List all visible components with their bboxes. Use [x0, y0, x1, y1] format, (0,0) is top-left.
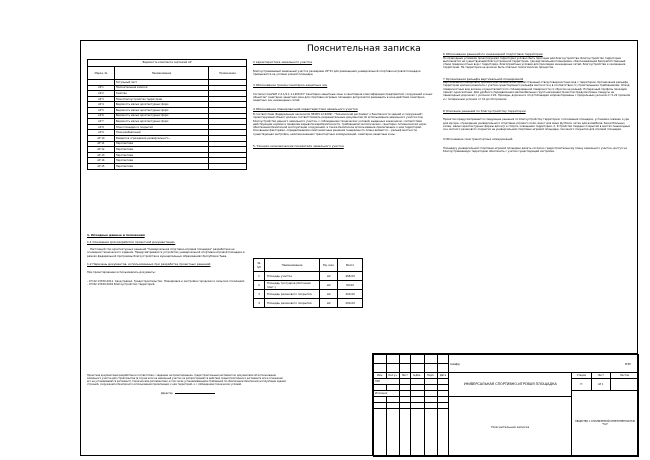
sheet-name: План площадок и покрытий	[114, 124, 208, 130]
compliance-footer	[87, 374, 287, 395]
section-2-text: Благоустраиваемый земельный участок размерами 20*23 для размещения универсальной спортивно-игровой площадки примыкается на условно ровной площадке.	[253, 69, 421, 76]
sheets-table	[87, 66, 247, 170]
tech-total: 60,00	[338, 281, 363, 290]
stage-sheet-header: Лист	[591, 373, 610, 379]
drawing-frame	[80, 40, 638, 456]
sheet-name: Ведомость малых архитектурных форм	[114, 119, 208, 125]
section-1-1-text: Настоящий том архитектурных решений "Универсальная спортивно-игровая площадка" разработана на основании технического задания. Предусматривается устройство универсальной спортивно-игровой площадки в рамках федеральной программы благоустройства в муниципальных образованиях Республики Тыва.	[87, 248, 245, 258]
section-6-text: По природным условиям проектируемая территория условно быть пригодна для благоустройства. Благоустройство территории выполняется на существующей благоустроенной территории, где вертикальная планировка, обеспечивающая беспрепятственный отвод поверхностных вод с территории, благоприятные условия для прокладки инженерных сетей, благоустройства и озеленения территории. На территории не должно быть опасных геологических процессов.	[443, 56, 626, 70]
sheet-name: Генплан	[114, 91, 208, 97]
stage-value: П	[572, 379, 591, 391]
stamp-col-sheet: Лист	[399, 373, 410, 379]
sheet-mark: АР 3	[88, 96, 115, 102]
director-label: Директор	[161, 392, 173, 395]
section-9-heading: 9 Обоснование схем транспортных коммуникаций.	[443, 137, 514, 141]
section-3-text: Согласно СанПиН 2.2.1/2.1.1.1200-03" Санитарно-защитные зоны и санитарная классификация предприятий, сооружений и иных объектов" санитарно-защитная зона для спортивно-игровых площадок допускается размещать в зоне действия санитарно-защитных зон инженерных сетей.	[253, 92, 433, 103]
sheet-mark: АР 1	[88, 85, 115, 91]
section-4-heading: 4 Обоснование планировочной характеристики земельного участка	[253, 107, 358, 112]
stage-sheets-value	[610, 379, 638, 391]
sheet-mark: АР 9	[88, 130, 115, 136]
sheets-header-note: Примечание	[209, 67, 247, 80]
tech-name: Площадь резинового покрытия	[264, 290, 319, 299]
section-2-heading: 2 характеристика земельного участка	[253, 60, 313, 64]
section-4-text: В соответствии Федеральным законом № 384ФЗ 12.2009г. "Технический регламент о безопасности зданий и сооружений", проектируемый объект должен соответствовать разрешительным документам об использовании земельного участка под благоустройство данного земельного участка, с соблюдением технических условий, выданных заказчиком, соответствия действующим нормам и правилам взрывопожаробезопасности, требованиям экологических, санитарно-гигиенических норм, обеспечения безопасной эксплуатации сооружений, а также безопасное использование прилегающих к ним территорий. Основными факторами, определяющими компоновочные решения генерального плана являются: - рельеф местности, существующая застройка, наличие внешних транспортных коммуникаций, санитарно-защитные зоны.	[253, 112, 427, 136]
tech-unit: м2	[320, 299, 338, 308]
title-block	[372, 353, 638, 456]
tech-total: 200,00	[338, 299, 363, 308]
sheet-name: Развертка ограждения универсального...	[114, 135, 208, 141]
sheets-header-mark: Марка, №	[88, 67, 115, 80]
sheet-name: Пояснительная записка	[114, 85, 208, 91]
tech-row	[254, 290, 363, 299]
sheet-name: Перспектива	[114, 158, 208, 164]
sheet-name: Перспектива	[114, 152, 208, 158]
tech-header-total: Всего	[338, 259, 363, 272]
column-1-text	[87, 234, 247, 286]
sheet-mark: АР 7	[88, 119, 115, 125]
code-value: ПЗУ	[624, 361, 631, 366]
sheets-list	[87, 59, 247, 170]
sheet-mark: АР 15	[88, 163, 115, 169]
executor-label: Исполнил	[374, 391, 400, 397]
compliance-text: Проектная документация разработана в соответствии с заданием на проектирование, градостроительным регламентом, документами об использовании земельного участка для строительства (в случае если на земельный участок не распространяется действие градостроительного регламента или в отношении его не устанавливается регламент), техническими регламентами, в том числе устанавливающими требования по обеспечению безопасной эксплуатации зданий, строений, сооружений и безопасного использования прилегающих к ним территорий, и с соблюдением технических условий.	[87, 374, 287, 386]
sheet-mark: АР 8	[88, 124, 115, 130]
sheet-mark: АР 11	[88, 141, 115, 147]
sheet-name: Ведомость малых архитектурных форм	[114, 113, 208, 119]
sheet-mark: АР 2	[88, 91, 115, 97]
sheet-name: Ведомость малых архитектурных форм	[114, 107, 208, 113]
section-6-heading: 6 Обоснование решений по инженерной подготовке территории	[443, 52, 543, 56]
tech-num: 4	[254, 299, 265, 308]
tech-indicators-table	[253, 258, 363, 308]
tech-name: Площадь участка	[264, 272, 319, 281]
tech-name: Площадь резинового покрытия	[264, 299, 319, 308]
section-8-heading: 8 Описание решений по благоустройству территории	[443, 108, 526, 113]
column-3-text	[443, 53, 631, 154]
tech-unit: м2	[320, 281, 338, 290]
section-1-2-heading: 1.2 Перечень документов, использованных при разработке проектных решений	[87, 261, 211, 266]
sheet-mark: АР 4	[88, 102, 115, 108]
stage-header: Стадия	[572, 373, 591, 379]
gip-label: ГИП	[374, 379, 400, 385]
sheet-name: Перспектива	[114, 141, 208, 147]
stage-sheets-header: Листов	[610, 373, 638, 379]
stamp-col-qty: Кол.уч.	[388, 374, 398, 377]
section-7-heading: 7 Организация рельефа вертикальной планировкой	[443, 76, 524, 81]
code-cell	[449, 355, 639, 373]
stamp-col-doc: №Док.	[410, 373, 424, 379]
sheet-name: План благоустройства территории	[114, 96, 208, 102]
document-title: Пояснительная записка	[307, 44, 421, 54]
tech-total: 468,00	[338, 272, 363, 281]
object-title: УНИВЕРСАЛЬНАЯ СПОРТИВНО-ИГРОВАЯ ПЛОЩАДКА	[449, 373, 572, 397]
sheet-mark: АР 12	[88, 147, 115, 153]
tech-row	[254, 281, 363, 290]
tech-header-num: № п/п	[254, 259, 265, 272]
sheets-header-name: Наименование	[114, 67, 208, 80]
tech-num: 2	[254, 281, 265, 290]
sheet-name: Перспектива	[114, 163, 208, 169]
section-5-heading: 5. Технико-экономические показатели земельного участка	[253, 144, 344, 149]
section-3-heading: 3 Обоснование границ санитарно-защитных зон	[253, 83, 328, 88]
stamp-col-sign: Подп.	[424, 373, 437, 379]
sheet-note	[209, 163, 247, 169]
sheet-mark: АР 10	[88, 135, 115, 141]
stamp-col-rev: Изм.	[374, 373, 387, 379]
tech-unit: м2	[320, 272, 338, 281]
tech-name: Площадь тротуаров (бетонная плит.)	[264, 281, 319, 290]
sheets-caption: Ведомость комплекта чертежей АР	[87, 59, 247, 66]
sheet-mark: АР 5	[88, 107, 115, 113]
signature-line	[175, 393, 215, 394]
stamp-col-date: Дата	[437, 373, 449, 379]
sheet-name: Перспектива	[114, 147, 208, 153]
stage-sheet-value: АР 1	[591, 379, 610, 391]
tech-header-name: Наименование	[264, 259, 319, 272]
tech-header-unit: Ед. изм.	[320, 259, 338, 272]
tech-unit: м2	[320, 290, 338, 299]
section-9-text: Площадку универсальной спортивно-игровой площадки делать согласно градостроительному плану земельного участка, доступ на благоустраиваемую территорию обеспечить с учетом существующей застройки.	[443, 146, 627, 154]
sheet-mark: АР 14	[88, 158, 115, 164]
tech-num: 1	[254, 272, 265, 281]
sheet-mark: АР 13	[88, 152, 115, 158]
tech-num: 3	[254, 290, 265, 299]
section-1-heading: 1. Исходные данные и положения	[87, 233, 145, 237]
section-8-text: Проектом предусматривается следующие решения по благоустройству территории: 1.Основание площадок, установка скамеек и урн для мусора, ограждение универсального спортивно-игрового поля, ворот для мини футбола, сетки для волейбола, баскетбольных колец, малых архитектурных формы для игр и спорта, освещение территории. 2. Устройство твердых покрытий в местах пешеходных зон, мягкого резинового покрытия на универсальной спортивно-игровой площадке, песчаного покрытия для игровой площадки.	[443, 118, 631, 132]
sheet-mark: АР 6	[88, 113, 115, 119]
sheet-name: Титульный лист	[114, 80, 208, 86]
tech-total: 200,00	[338, 290, 363, 299]
director-signature-line	[161, 392, 287, 395]
section-1-2-text: При проектировании использовались документы:	[87, 271, 156, 275]
code-label: Шифр	[450, 361, 461, 366]
sheet-title: Пояснительная записка	[449, 397, 572, 457]
tech-row	[254, 272, 363, 281]
section-7-text: Вертикальная планировка, должна обеспечивать беспрепятственный отвод поверхностных вод с территории. Организация рельефа территории должна решаться с учетом существующего рельефа местности и в соответствии со строительными требованиями. Отвод поверхностных вод должен осуществляется по спланированной поверхности со сбросом на рельеф. Поперечный профиль проездов принят односкатным. Для удобного передвижения маломобильных групп населения проектом предусмотрены пандусы на пешеходных дорожках с уклоном 1:20. Проезды, дорожки и спортплощадки запроектированы с продольным уклоном от 5-22 промили и с поперечным уклоном от 10 до 20 промили.	[443, 81, 631, 101]
tech-row	[254, 299, 363, 308]
sheet-name: Ведомость малых архитектурных форм	[114, 102, 208, 108]
column-2-text	[253, 61, 433, 149]
section-1-2-list-item: - СП 42.13330.2011. Свод правил. Градостроительство. Планировка и застройка городских и сельских поселений;	[87, 279, 245, 283]
sheet-name: План разбивочный	[114, 130, 208, 136]
sheet-row	[88, 163, 247, 169]
section-1-1-heading: 1.1 Основания для разработки проектной документации.	[87, 239, 176, 244]
section-1-2-list-item: - СП 82.13330.2016 Благоустройство территорий	[87, 282, 155, 286]
organization: ОБЩЕСТВО С ОГРАНИЧЕННОЙ ОТВЕТСТВЕННОСТЬЮ "ТАС"	[572, 391, 639, 457]
